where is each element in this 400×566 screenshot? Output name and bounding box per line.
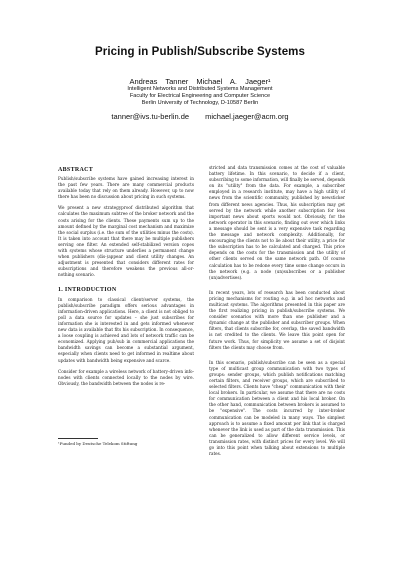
abstract-paragraph-1: Publish/subscribe systems have gained increasing interest in the past few years. There are many commercial products available today that rely on them already. However, up to now there has been no discussion about pricing in such systems. xyxy=(58,176,194,200)
left-column xyxy=(58,176,194,392)
abstract-heading: ABSTRACT xyxy=(58,167,94,173)
right-paragraph-2: In recent years, lots of research has been conducted about pricing mechanisms for routing e.g. in ad hoc networks and multicast systems. The algorithms presented in this paper are the first realizing pricing in publish/subscribe systems. We consider scenarios with more than one publisher and a dynamic change at the publisher and subscriber groups. When filters, that clients subscribe for, overlap, the saved bandwidth is not credited to the clients. We leave this point open for future work. Thus, for simplicity we assume a set of disjoint filters the clients may choose from. xyxy=(209,289,345,350)
affiliation-line-2: Faculty for Electrical Engineering and Computer Science xyxy=(129,93,271,99)
footnote-rule xyxy=(58,438,98,439)
right-paragraph-3: In this scenario, publish/subscribe can be seen as a special type of multicast group communication with two types of groups: sender groups, which publish notifications matching certain filters, and receiver groups, which are subscribed to selected filters. Clients have "cheap" communication with their local brokers. In particular, we assume that there are no costs for communication between a client and his local broker. On the other hand, communication between brokers is assumed to be "expensive". The costs incurred by inter-broker communication can be modeled in many ways. The simplest approach is to assume a fixed amount per link that is charged whenever the link is used as part of the data transmission. This can be generalized to allow different service levels, or transmission rates, with distinct prices for every level. We will go into this point when talking about extensions to multiple rates. xyxy=(209,359,345,457)
intro-paragraph-1: In comparison to classical client/server systems, the publish/subscribe paradigm offers serious advantages in information-driven applications. Here, a client is not obliged to poll a data source for updates – she just subscribes for information she is interested in and gets informed whenever new data is available that fits his subscription. In consequence, a loose coupling is achieved and lots of network traffic can be economized. Applying pub/sub in commercial applications the bandwidth savings can become a substantial argument, especially when clients need to get informed in realtime about updates with bandwidth being expensive and scarce. xyxy=(58,296,194,363)
abstract-paragraph-2: We present a new strategyproof distributed algorithm that calculates the maximum subtree of the broker network and the costs arising for the clients. These payments sum up to the amount defined by the marginal cost mechanism and maximize the social surplus (i.e. the sum of the utilities minus the costs). It is taken into account that there may be multiple publishers serving one filter. An extended self-stabilized version copes with systems whose structure underlies a permanent change when publishers (dis-)appear and client utility changes. An adjustment is presented that considers different rates for subscriptions and therefore weakens the previous all-or-nothing scenario. xyxy=(58,205,194,278)
footnote: ¹Funded by Deutsche Telekom Stiftung xyxy=(58,441,138,446)
introduction-heading: 1. INTRODUCTION xyxy=(58,286,117,293)
author-emails: tanner@ivs.tu-berlin.de michael.jaeger@acm.org xyxy=(111,112,289,121)
paper-title: Pricing in Publish/Subscribe Systems xyxy=(94,46,306,58)
author-names: Andreas Tanner Michael A. Jaeger¹ xyxy=(129,77,271,86)
right-column xyxy=(209,165,345,462)
affiliation-line-3: Berlin University of Technology, D-10587 Berlin xyxy=(141,100,259,106)
affiliation-line-1: Intelligent Networks and Distributed Systems Management xyxy=(127,86,273,92)
intro-paragraph-2: Consider for example a wireless network of battery-driven info-nodes with clients connected locally to the nodes by wire. Obviously, the bandwidth between the nodes is re- xyxy=(58,368,194,386)
right-paragraph-1: stricted and data transmission comes at the cost of valuable battery lifetime. In this scenario, to decide if a client, subscribing to some information, will finally be served, depends on its "utility" from the data. For example, a subscriber employed in a research institute, may have a high utility of news from the scientific community, published by newsticker from different news agencies. Thus, his subscription may get served by the network while another subscription for less important news about sports would not. Obviously, for the network operator in this scenario, finding out over which links a message should be sent is a very expensive task regarding the message and network complexity. Additionally, for encouraging the clients not to lie about their utility, a price for the subscription has to be calculated and charged. This price depends on the costs for the transmission and the utility of other clients served on the same network path. Of course calculation has to be redone every time some change occurs in the network (e.g. a node (un)subscribes or a publisher (un)advertises). xyxy=(209,165,345,280)
